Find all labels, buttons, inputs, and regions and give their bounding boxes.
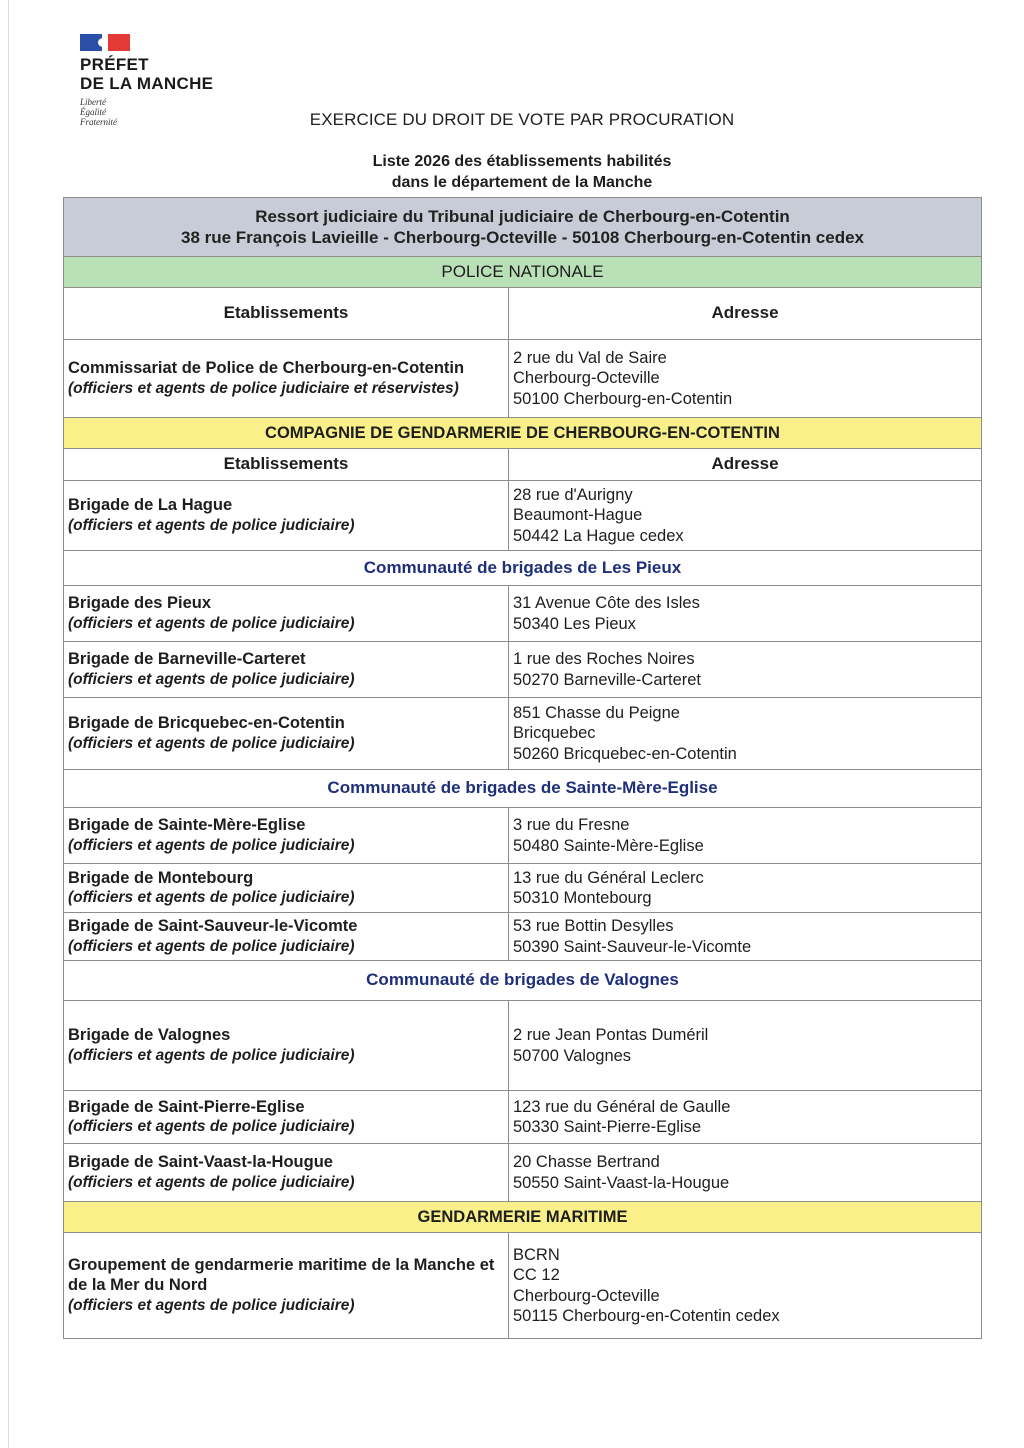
establishment-row xyxy=(64,698,982,770)
establishment-cell xyxy=(64,340,509,418)
address-line: 20 Chasse Bertrand xyxy=(513,1153,660,1171)
address-line: 50100 Cherbourg-en-Cotentin xyxy=(513,389,733,408)
establishment-row xyxy=(64,808,982,864)
document-title: EXERCICE DU DROIT DE VOTE PAR PROCURATION xyxy=(309,110,735,129)
document-subtitle xyxy=(0,151,1024,193)
column-header-row xyxy=(64,449,982,481)
subtitle-line-2: dans le département de la Manche xyxy=(391,174,653,191)
ressort-band xyxy=(64,198,982,257)
establishment-row xyxy=(64,864,982,913)
address-line: Cherbourg-Octeville xyxy=(513,369,660,388)
compagnie-gendarmerie-band xyxy=(64,418,982,449)
column-header-etablissements: Etablissements xyxy=(64,449,509,481)
address-line: Bricquebec xyxy=(513,724,596,743)
gendarmerie-maritime-band-label: GENDARMERIE MARITIME xyxy=(64,1202,982,1233)
communaute-header xyxy=(64,551,982,586)
establishments-table xyxy=(63,197,982,1339)
address-cell xyxy=(509,864,982,913)
establishment-note: (officiers et agents de police judiciaire) xyxy=(68,889,355,906)
address-line: 3 rue du Fresne xyxy=(513,816,630,834)
address-line: 50115 Cherbourg-en-Cotentin cedex xyxy=(513,1307,780,1325)
establishment-note: (officiers et agents de police judiciaire) xyxy=(68,516,355,534)
establishment-name: Brigade de Sainte-Mère-Eglise xyxy=(68,816,306,834)
address-line: 50480 Sainte-Mère-Eglise xyxy=(513,836,704,855)
communaute-title: Communauté de brigades de Les Pieux xyxy=(64,551,982,586)
establishment-note: (officiers et agents de police judiciaire) xyxy=(68,1173,355,1191)
address-line: 2 rue Jean Pontas Duméril xyxy=(513,1026,709,1044)
address-line: 123 rue du Général de Gaulle xyxy=(513,1097,731,1116)
address-line: BCRN xyxy=(513,1245,560,1264)
establishment-row xyxy=(64,1233,982,1339)
address-cell xyxy=(509,698,982,770)
establishment-name: Brigade de Valognes xyxy=(68,1026,231,1044)
establishment-cell xyxy=(64,642,509,698)
marianne-flag-icon xyxy=(80,34,130,51)
establishment-note: (officiers et agents de police judiciaire) xyxy=(68,734,355,752)
establishment-name: Brigade de Barneville-Carteret xyxy=(68,650,306,668)
address-line: 13 rue du Général Leclerc xyxy=(513,868,704,887)
establishment-note: (officiers et agents de police judiciaire) xyxy=(68,670,355,688)
address-cell xyxy=(509,340,982,418)
establishment-note: (officiers et agents de police judiciaire) xyxy=(68,614,355,632)
establishment-row xyxy=(64,1001,982,1091)
establishment-name: Groupement de gendarmerie maritime de la Manche et de la Mer du Nord xyxy=(68,1255,495,1295)
column-header-row xyxy=(64,288,982,340)
address-line: 50390 Saint-Sauveur-le-Vicomte xyxy=(513,937,752,956)
establishment-row xyxy=(64,481,982,551)
establishment-name: Brigade de Saint-Sauveur-le-Vicomte xyxy=(68,917,358,935)
establishment-cell xyxy=(64,586,509,642)
address-cell xyxy=(509,642,982,698)
address-line: 28 rue d'Aurigny xyxy=(513,485,633,504)
address-line: 50700 Valognes xyxy=(513,1046,632,1065)
establishment-name: Commissariat de Police de Cherbourg-en-Cotentin xyxy=(68,359,465,377)
address-line: 1 rue des Roches Noires xyxy=(513,650,695,668)
address-line: 50340 Les Pieux xyxy=(513,614,636,633)
communaute-header xyxy=(64,961,982,1001)
address-line: 50330 Saint-Pierre-Eglise xyxy=(513,1118,702,1136)
address-cell xyxy=(509,808,982,864)
establishment-row xyxy=(64,340,982,418)
communaute-title: Communauté de brigades de Valognes xyxy=(64,961,982,1001)
establishment-note: (officiers et agents de police judiciaire) xyxy=(68,937,355,955)
ressort-address: 38 rue François Lavieille - Cherbourg-Octeville - 50108 Cherbourg-en-Cotentin cedex xyxy=(180,228,864,247)
address-cell xyxy=(509,1001,982,1091)
establishment-name: Brigade de Saint-Vaast-la-Hougue xyxy=(68,1153,333,1171)
column-header-etablissements: Etablissements xyxy=(64,288,509,340)
ressort-title: Ressort judiciaire du Tribunal judiciaire de Cherbourg-en-Cotentin xyxy=(255,207,790,226)
column-header-adresse: Adresse xyxy=(509,288,982,340)
address-line: 50260 Bricquebec-en-Cotentin xyxy=(513,744,737,763)
address-line: 851 Chasse du Peigne xyxy=(513,703,680,722)
address-cell xyxy=(509,586,982,642)
establishment-cell xyxy=(64,913,509,961)
address-cell xyxy=(509,1144,982,1202)
address-line: 31 Avenue Côte des Isles xyxy=(513,594,700,612)
police-nationale-band-label: POLICE NATIONALE xyxy=(64,257,982,288)
establishment-cell xyxy=(64,1233,509,1339)
establishment-note: (officiers et agents de police judiciaire) xyxy=(68,1046,355,1064)
establishment-row xyxy=(64,586,982,642)
address-cell xyxy=(509,481,982,551)
motto-fraternite: Fraternité xyxy=(80,117,117,127)
establishment-cell xyxy=(64,864,509,913)
address-cell xyxy=(509,913,982,961)
establishment-name: Brigade des Pieux xyxy=(68,594,212,612)
address-line: 50442 La Hague cedex xyxy=(513,526,684,545)
establishment-cell xyxy=(64,481,509,551)
subtitle-line-1: Liste 2026 des établissements habilités xyxy=(372,153,672,170)
address-line: CC 12 xyxy=(513,1266,560,1284)
establishment-note: (officiers et agents de police judiciaire) xyxy=(68,1118,355,1135)
page-edge xyxy=(8,0,9,1448)
address-line: 50310 Montebourg xyxy=(513,889,652,907)
establishment-note: (officiers et agents de police judiciaire) xyxy=(68,836,355,854)
establishment-row xyxy=(64,913,982,961)
establishment-row xyxy=(64,1091,982,1144)
address-cell xyxy=(509,1233,982,1339)
address-cell xyxy=(509,1091,982,1144)
motto-liberte: Liberté xyxy=(80,97,106,107)
motto-egalite: Égalité xyxy=(80,107,106,117)
establishment-cell xyxy=(64,1001,509,1091)
address-line: 50270 Barneville-Carteret xyxy=(513,670,702,689)
establishment-cell xyxy=(64,1144,509,1202)
address-line: 53 rue Bottin Desylles xyxy=(513,917,674,935)
address-line: Beaumont-Hague xyxy=(513,506,643,525)
establishment-cell xyxy=(64,808,509,864)
establishment-cell xyxy=(64,1091,509,1144)
establishment-note: (officiers et agents de police judiciaire et réservistes) xyxy=(68,379,459,397)
communaute-title: Communauté de brigades de Sainte-Mère-Eglise xyxy=(64,770,982,808)
compagnie-gendarmerie-band-label: COMPAGNIE DE GENDARMERIE DE CHERBOURG-EN-COTENTIN xyxy=(64,418,982,449)
establishment-note: (officiers et agents de police judiciaire) xyxy=(68,1296,355,1314)
logo-line-1: PRÉFET xyxy=(80,55,149,74)
establishment-row xyxy=(64,642,982,698)
establishment-name: Brigade de Saint-Pierre-Eglise xyxy=(68,1097,305,1116)
establishment-name: Brigade de La Hague xyxy=(68,496,233,514)
column-header-adresse: Adresse xyxy=(509,449,982,481)
establishment-cell xyxy=(64,698,509,770)
logo-line-2: DE LA MANCHE xyxy=(80,74,214,93)
address-line: 50550 Saint-Vaast-la-Hougue xyxy=(513,1173,730,1192)
establishment-name: Brigade de Bricquebec-en-Cotentin xyxy=(68,714,345,732)
address-line: 2 rue du Val de Saire xyxy=(513,348,667,367)
establishment-row xyxy=(64,1144,982,1202)
address-line: Cherbourg-Octeville xyxy=(513,1286,660,1305)
gendarmerie-maritime-band xyxy=(64,1202,982,1233)
police-nationale-band xyxy=(64,257,982,288)
communaute-header xyxy=(64,770,982,808)
establishment-name: Brigade de Montebourg xyxy=(68,868,254,887)
